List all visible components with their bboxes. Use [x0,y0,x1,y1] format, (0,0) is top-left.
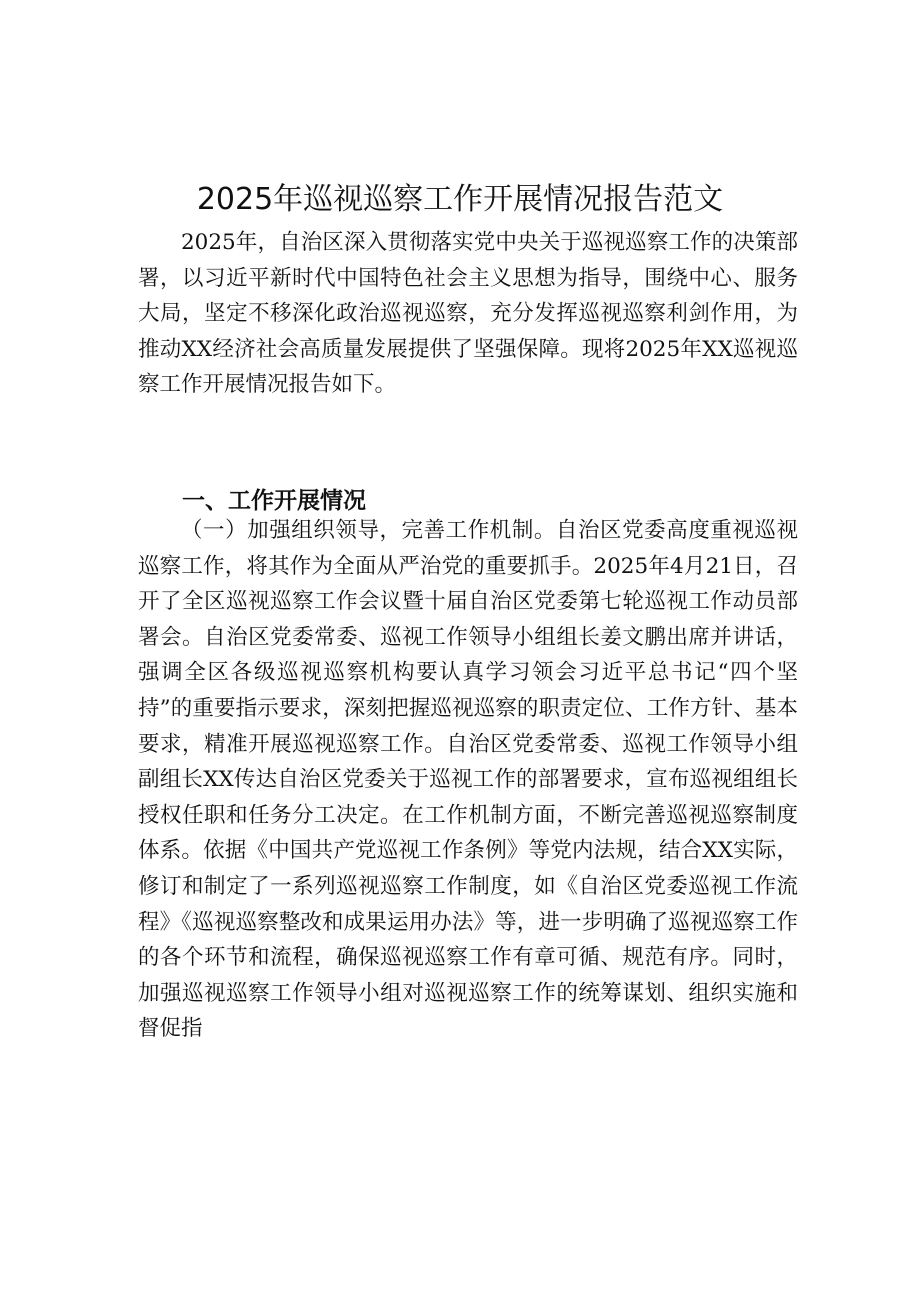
section-heading: 一、工作开展情况 [182,488,366,515]
intro-paragraph: 2025年，自治区深入贯彻落实党中央关于巡视巡察工作的决策部署，以习近平新时代中国特色社会主义思想为指导，围绕中心、服务大局，坚定不移深化政治巡视巡察，充分发挥巡视巡察利剑作用，为推动XX经济社会高质量发展提供了坚强保障。现将2025年XX巡视巡察工作开展情况报告如下。 [138,230,798,398]
document-title: 2025年巡视巡察工作开展情况报告范文 [196,182,724,218]
section-paragraph: （一）加强组织领导，完善工作机制。自治区党委高度重视巡视巡察工作，将其作为全面从严治党的重要抓手。2025年4月21日，召开了全区巡视巡察工作会议暨十届自治区党委第七轮巡视工作动员部署会。自治区党委常委、巡视工作领导小组组长姜文鹏出席并讲话，强调全区各级巡视巡察机构要认真学习领会习近平总书记“四个坚持”的重要指示要求，深刻把握巡视巡察的职责定位、工作方针、基本要求，精准开展巡视巡察工作。自治区党委常委、巡视工作领导小组副组长XX传达自治区党委关于巡视工作的部署要求，宣布巡视组组长授权任职和任务分工决定。在工作机制方面，不断完善巡视巡察制度体系。依据《中国共产党巡视工作条例》等党内法规，结合XX实际，修订和制定了一系列巡视巡察工作制度，如《自治区党委巡视工作流程》《巡视巡察整改和成果运用办法》等，进一步明确了巡视巡察工作的各个环节和流程，确保巡视巡察工作有章可循、规范有序。同时，加强巡视巡察工作领导小组对巡视巡察工作的统筹谋划、组织实施和督促指 [138,518,798,1042]
